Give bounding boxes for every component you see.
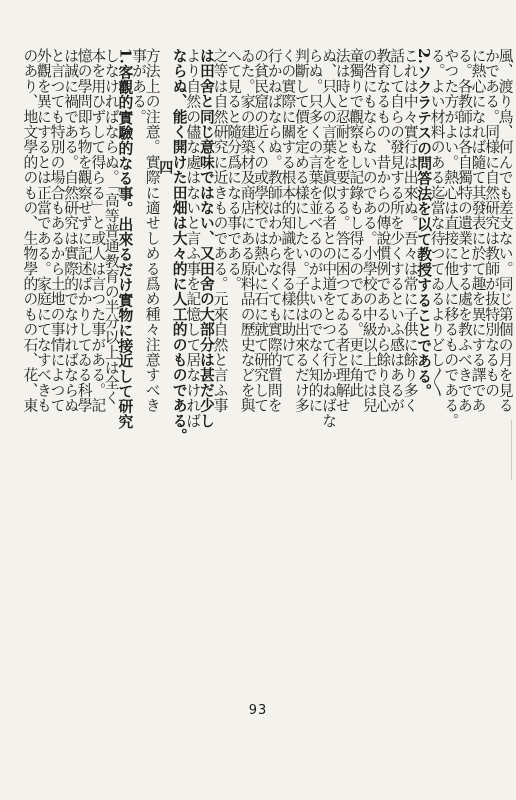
text-column: 1.客觀的實驗的なる事。出來るだけ實物に接近して研究	[116, 48, 134, 430]
text-column: のあり、地文學的のもの、生物學的のもの石、花、東	[21, 48, 39, 413]
text-column: 方法上の注意。實際に適せしめる爲め種々注意すべき	[143, 48, 161, 413]
text-column: 事がある。	[130, 48, 147, 124]
text-column: 外觀を異にするとは正當である。家庭にてなすべきも	[34, 48, 52, 413]
text-column: 判斷して價を定める樣にしたい。子供は出來るだけ多	[292, 48, 310, 413]
text-column: へて見ると隨分爲になる事である。	[225, 48, 243, 292]
text-column: 之等は自然研究に近きものである。元來自然と言ふ事	[211, 48, 229, 413]
text-column: 2.ソクラテスの問答法を以て教授することである。	[415, 48, 433, 399]
text-column: ぬ、只人の言葉を眞似る者との中道をとつて行かねばな	[320, 48, 338, 428]
text-column: の咎にもならないのである。小學校の中級以上では兒	[360, 48, 378, 413]
text-column: これは中々實行は出來ぬ。吾々は常に子供に餘り多く	[401, 48, 419, 413]
text-column: に熱心になれば隨て其發表に於て趣を異にする譯であ	[469, 48, 487, 413]
text-column: 教育なるもの、昔からの傳說慣例であるから餘り良心	[374, 48, 392, 413]
text-column: らぬ。只多くの言葉を並べるのがよいのでなく知的に	[306, 48, 324, 413]
text-column: くの實際に關する根本的知識を得る樣に助けて	[279, 48, 297, 368]
text-column: ならぬ、能く開けた田畑は大々的に人工的のものである。	[170, 48, 188, 444]
text-column: る。よい材料のある迄當な待つてゐるよりどし〳〵	[428, 48, 446, 398]
text-column: の貧民窟の近くの或學校では熱心に石に就て研究して	[252, 48, 270, 413]
text-column: 法は時と忍耐とを要する。答に困つてゐる者と理解せ	[333, 48, 351, 413]
text-column: 風、渡り鳥、何んでも差支ない。同じ第個の月を見る	[496, 48, 514, 413]
text-column: 話して自らの發見する所を少くするといふ感はあるが	[388, 48, 405, 413]
text-column: 憶の學問即ち物を觀察せずに記述ばかりしてゐる科學	[75, 48, 93, 413]
text-column: かである。同様に自然研究は教師が抜特別なるもの	[483, 48, 501, 398]
page-number: 93	[248, 703, 268, 718]
text-column: る。各教師は各自獨特の遺業とする處を教ふべきであ	[455, 48, 473, 413]
text-column: は誠に禍である。自然研究は實際的でなければならぬ	[62, 48, 80, 413]
section-number: 四	[157, 160, 174, 174]
text-column: 本を用ひずして得らる」と或人は言つた事がある。記	[89, 48, 107, 413]
text-column: は田舍と同じ意味ではない、又田舍の大部分は甚だ少し	[197, 48, 215, 428]
margin-mark	[511, 420, 512, 480]
text-column: しなければならぬ。「高等普通教育の半分以上は全く	[102, 48, 120, 406]
text-column: より自然の儘な處はないと言ふ事を記憶して居なければ	[184, 48, 202, 428]
text-column: 行かねばならぬ。教師はわからなくても實際的質問を	[265, 48, 283, 413]
text-column: ゐた。家の建築材及商店にある原料品の歷史などを與	[238, 48, 256, 413]
text-column: 童獨りで觀察もし記錄もし得るのである。更に角此	[347, 48, 365, 398]
text-column: と言つても特別の場合もあるから土地の事情によつて	[48, 48, 66, 413]
text-column: やつた方がよい。熱心は直接に他人に移るものである。	[442, 48, 460, 428]
